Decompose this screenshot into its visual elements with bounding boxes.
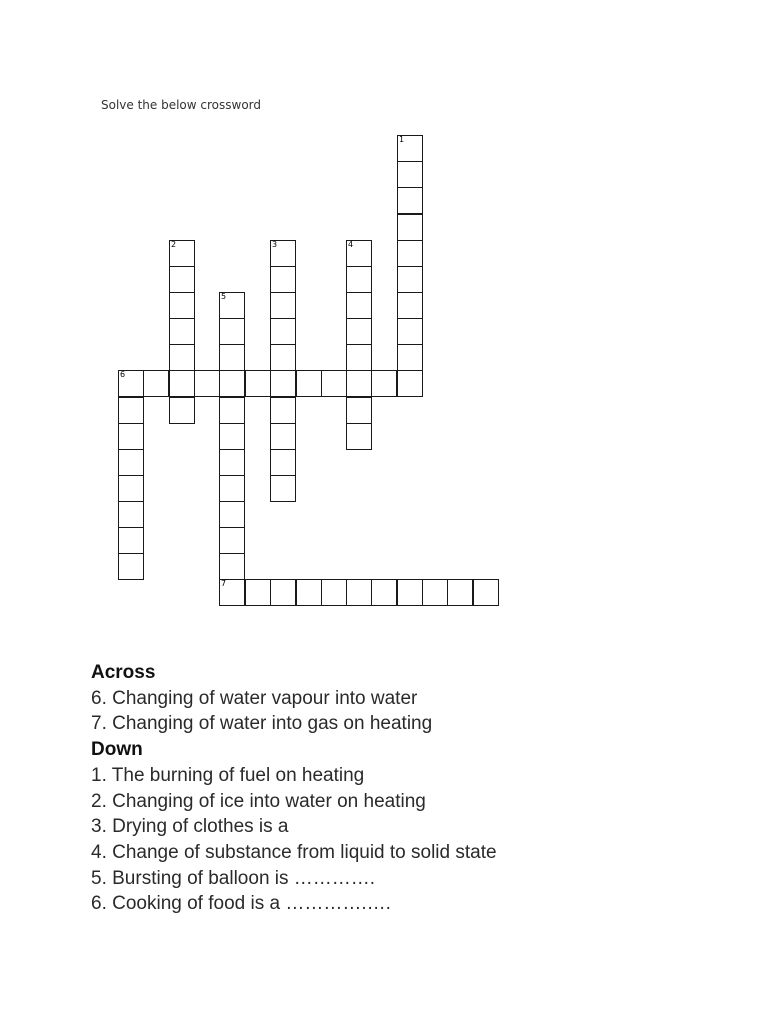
- crossword-cell[interactable]: [169, 318, 195, 345]
- clue-number-label: 7: [221, 579, 227, 588]
- crossword-cell[interactable]: [346, 344, 372, 371]
- crossword-cell[interactable]: [270, 370, 296, 397]
- clue-number-label: 1: [399, 135, 405, 144]
- crossword-cell[interactable]: [346, 423, 372, 450]
- crossword-cell[interactable]: [346, 370, 372, 397]
- crossword-cell[interactable]: [397, 344, 423, 371]
- crossword-cell[interactable]: [118, 475, 144, 502]
- crossword-cell[interactable]: [270, 318, 296, 345]
- crossword-cell[interactable]: [219, 344, 245, 371]
- clue-number-label: 6: [120, 370, 126, 379]
- crossword-cell[interactable]: [346, 266, 372, 293]
- clue-number-label: 3: [272, 240, 278, 249]
- crossword-cell[interactable]: [169, 266, 195, 293]
- across-clue-7: 7. Changing of water into gas on heating: [91, 713, 433, 735]
- crossword-cell[interactable]: [219, 501, 245, 528]
- crossword-cell[interactable]: [473, 579, 499, 606]
- crossword-cell[interactable]: [321, 370, 347, 397]
- crossword-cell[interactable]: [219, 318, 245, 345]
- crossword-cell[interactable]: [245, 579, 271, 606]
- crossword-cell[interactable]: [371, 370, 397, 397]
- crossword-cell[interactable]: [397, 161, 423, 188]
- crossword-cell[interactable]: [422, 579, 448, 606]
- crossword-cell[interactable]: [397, 135, 423, 162]
- across-clue-6: 6. Changing of water vapour into water: [91, 687, 418, 709]
- crossword-cell[interactable]: [219, 449, 245, 476]
- crossword-cell[interactable]: [296, 370, 322, 397]
- crossword-cell[interactable]: [346, 579, 372, 606]
- crossword-cell[interactable]: [346, 240, 372, 267]
- crossword-cell[interactable]: [397, 187, 423, 214]
- crossword-cell[interactable]: [270, 240, 296, 267]
- crossword-cell[interactable]: [245, 370, 271, 397]
- crossword-cell[interactable]: [219, 553, 245, 580]
- crossword-cell[interactable]: [270, 449, 296, 476]
- across-heading: Across: [91, 662, 156, 683]
- crossword-cell[interactable]: [397, 318, 423, 345]
- crossword-cell[interactable]: [321, 579, 347, 606]
- down-clue-1: 1. The burning of fuel on heating: [91, 764, 365, 786]
- down-heading: Down: [91, 739, 143, 761]
- crossword-cell[interactable]: [397, 240, 423, 267]
- down-clue-6: 6. Cooking of food is a ………….….: [91, 893, 391, 915]
- crossword-cell[interactable]: [143, 370, 169, 397]
- crossword-cell[interactable]: [118, 449, 144, 476]
- crossword-cell[interactable]: [194, 370, 220, 397]
- clue-number-label: 2: [171, 240, 177, 249]
- crossword-cell[interactable]: [270, 423, 296, 450]
- crossword-cell[interactable]: [270, 475, 296, 502]
- crossword-cell[interactable]: [346, 397, 372, 424]
- crossword-cell[interactable]: [270, 292, 296, 319]
- down-clue-4: 4. Change of substance from liquid to solid state: [91, 841, 497, 863]
- crossword-cell[interactable]: [169, 344, 195, 371]
- clue-number-label: 4: [348, 240, 354, 249]
- crossword-cell[interactable]: [219, 527, 245, 554]
- crossword-cell[interactable]: [169, 397, 195, 424]
- clues-section: [91, 660, 497, 917]
- crossword-cell[interactable]: [447, 579, 473, 606]
- crossword-cell[interactable]: [270, 266, 296, 293]
- down-clue-5: 5. Bursting of balloon is ………….: [91, 867, 376, 889]
- crossword-cell[interactable]: [371, 579, 397, 606]
- down-clue-2: 2. Changing of ice into water on heating: [91, 790, 426, 812]
- crossword-cell[interactable]: [118, 423, 144, 450]
- crossword-cell[interactable]: [397, 266, 423, 293]
- crossword-cell[interactable]: [118, 553, 144, 580]
- crossword-cell[interactable]: [219, 579, 245, 606]
- crossword-cell[interactable]: [169, 240, 195, 267]
- crossword-cell[interactable]: [169, 370, 195, 397]
- crossword-cell[interactable]: [346, 318, 372, 345]
- down-clue-3: 3. Drying of clothes is a: [91, 816, 289, 838]
- crossword-cell[interactable]: [219, 370, 245, 397]
- crossword-cell[interactable]: [219, 475, 245, 502]
- crossword-cell[interactable]: [219, 423, 245, 450]
- crossword-cell[interactable]: [296, 579, 322, 606]
- crossword-cell[interactable]: [118, 527, 144, 554]
- crossword-cell[interactable]: [397, 292, 423, 319]
- crossword-cell[interactable]: [118, 370, 144, 397]
- crossword-cell[interactable]: [219, 292, 245, 319]
- crossword-cell[interactable]: [118, 397, 144, 424]
- clue-number-label: 5: [221, 292, 227, 301]
- crossword-cell[interactable]: [270, 579, 296, 606]
- crossword-cell[interactable]: [397, 579, 423, 606]
- crossword-cell[interactable]: [397, 370, 423, 397]
- crossword-cell[interactable]: [397, 214, 423, 241]
- crossword-cell[interactable]: [169, 292, 195, 319]
- crossword-cell[interactable]: [118, 501, 144, 528]
- crossword-cell[interactable]: [219, 397, 245, 424]
- instruction-text: Solve the below crossword: [101, 98, 262, 112]
- crossword-cell[interactable]: [270, 344, 296, 371]
- crossword-cell[interactable]: [346, 292, 372, 319]
- crossword-cell[interactable]: [270, 397, 296, 424]
